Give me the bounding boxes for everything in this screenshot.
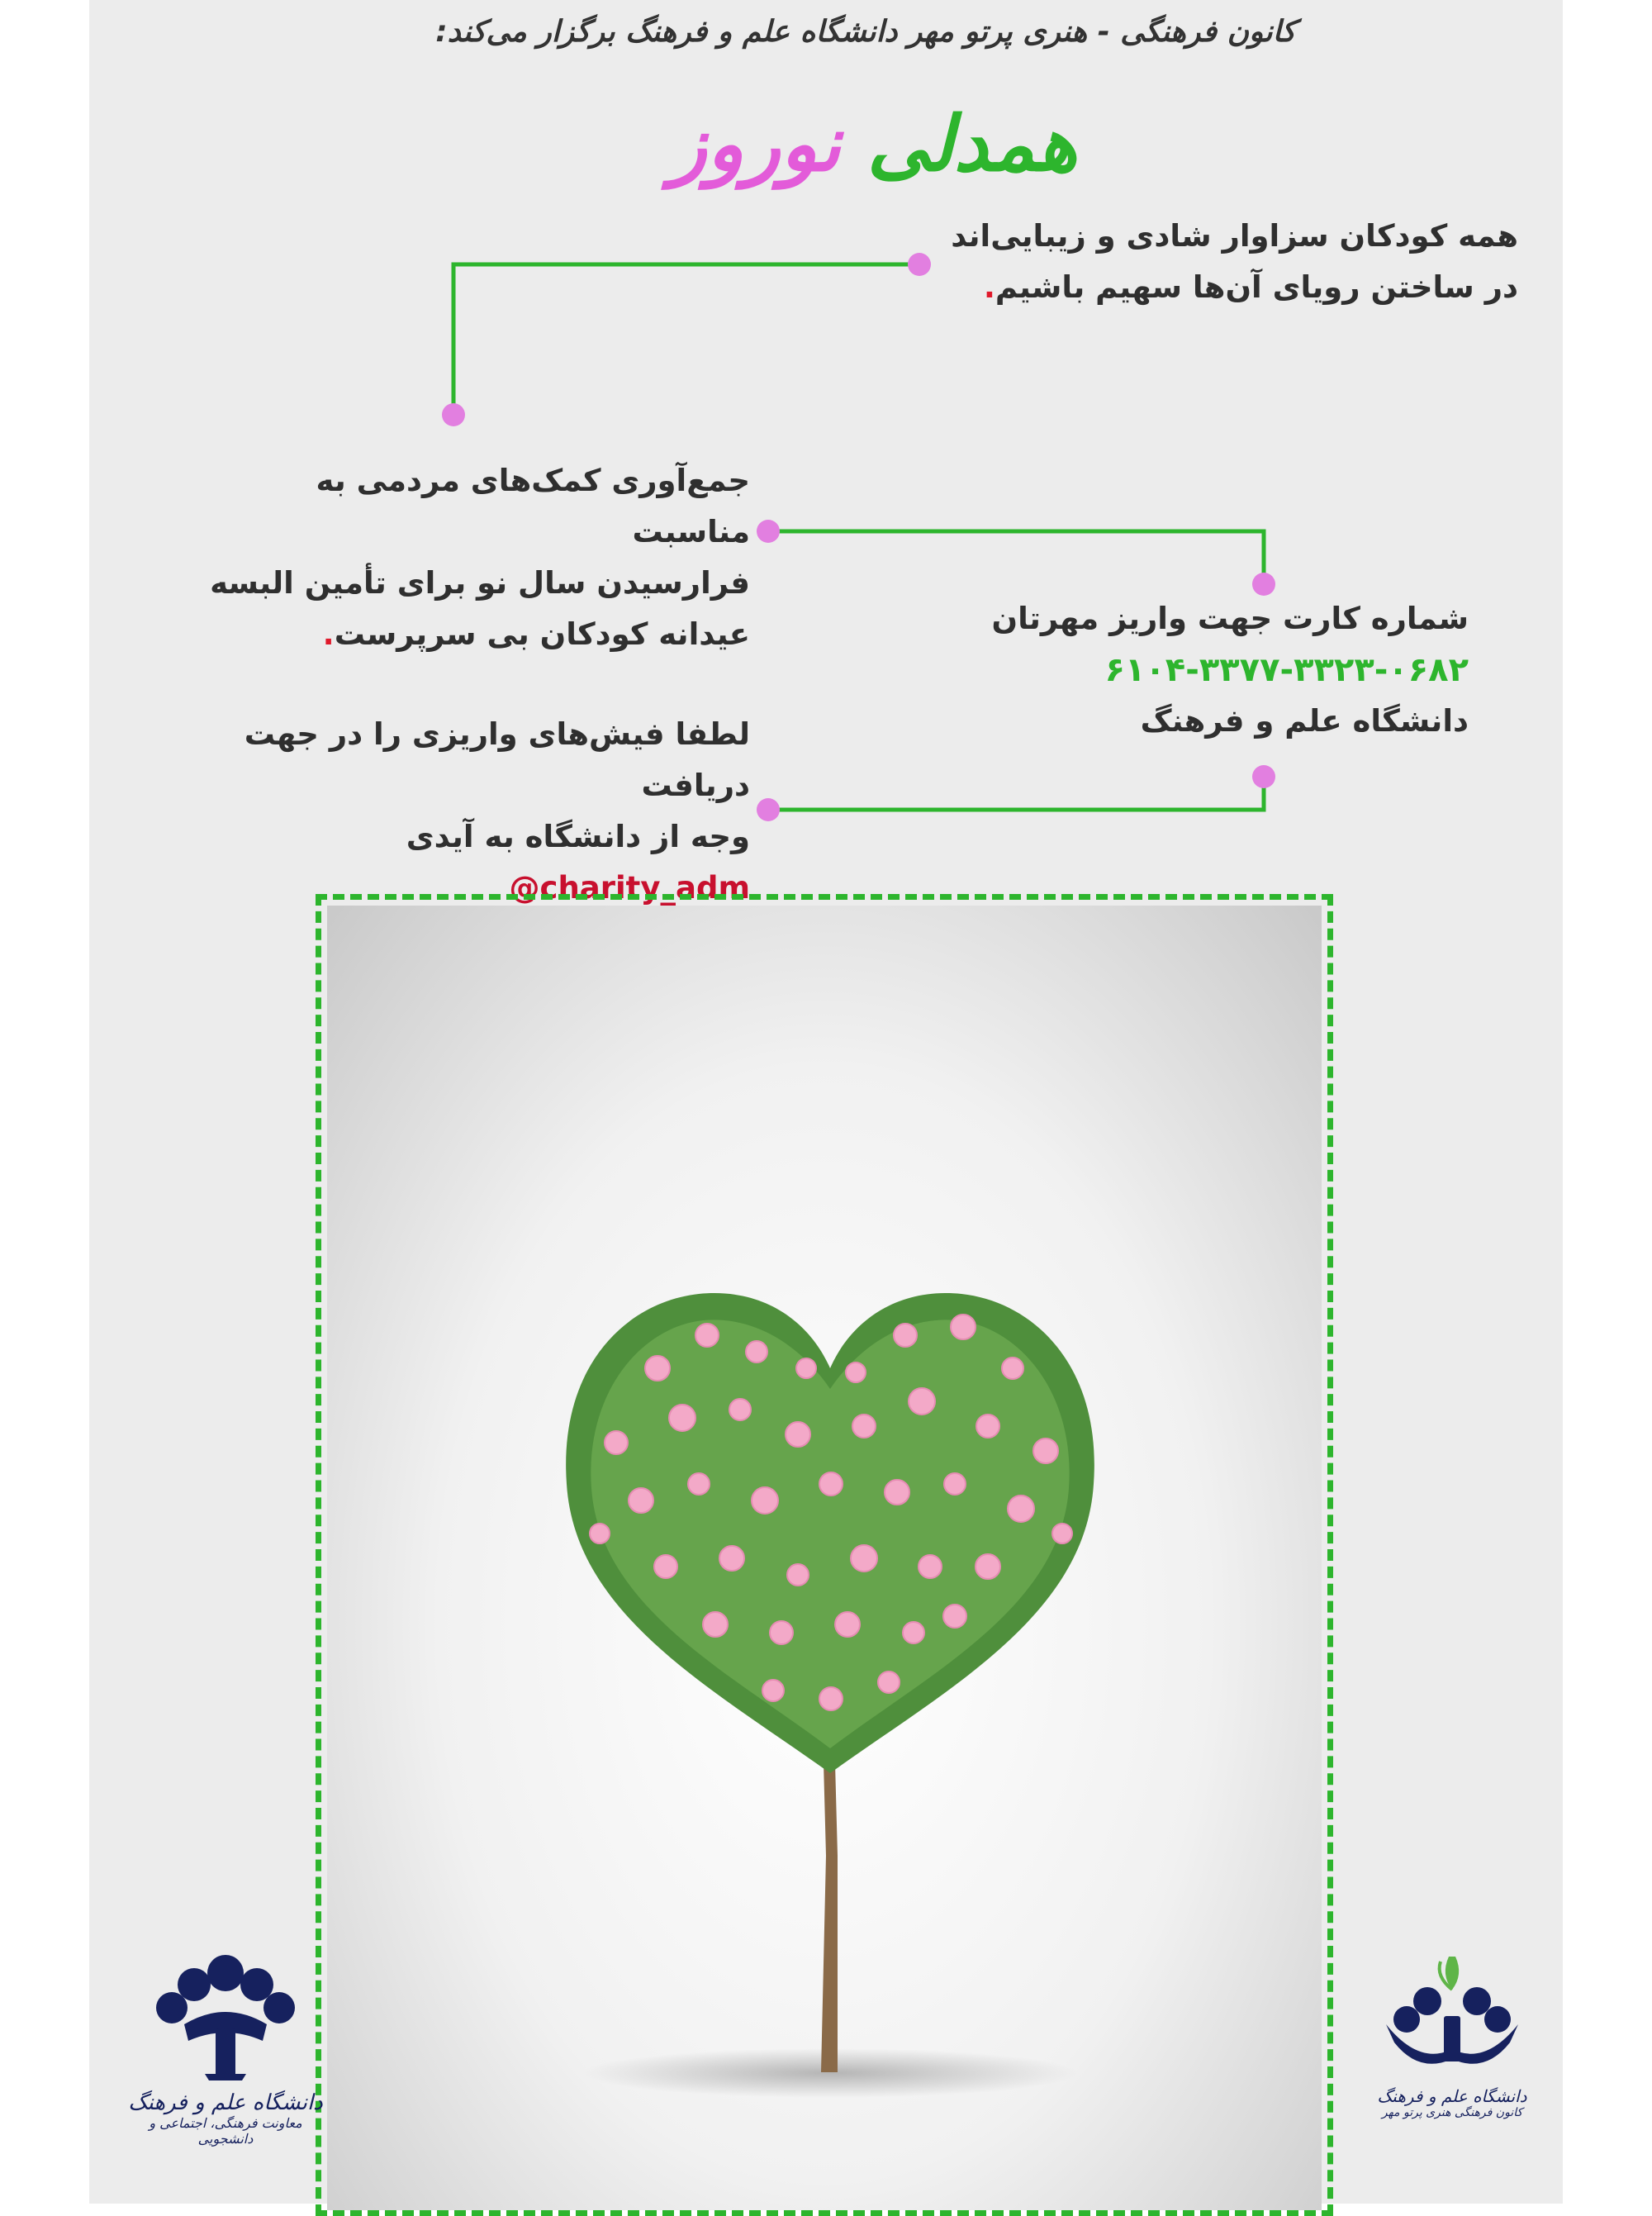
telegram-id-link[interactable]: @charity_adm <box>509 870 750 906</box>
campaign-title <box>585 99 1163 190</box>
card-number: ۶۱۰۴-۳۳۷۷-۳۳۲۳-۰۶۸۲ <box>1104 651 1469 689</box>
card-label: شماره کارت جهت واریز مهرتان <box>991 601 1469 636</box>
collection-line-3-wrap <box>188 609 750 660</box>
right-logo-caption-sub: کانون فرهنگی هنری پرتو مهر <box>1381 2106 1523 2119</box>
connector-dot <box>757 520 780 543</box>
card-owner: دانشگاه علم و فرهنگ <box>1140 703 1469 739</box>
connector-line-2 <box>768 531 1264 584</box>
collection-message <box>188 455 750 660</box>
right-club-logo <box>1370 1950 1535 2181</box>
connector-line-3 <box>768 777 1264 810</box>
club-emblem-icon <box>1370 1950 1535 2074</box>
heart-tree-illustration <box>327 906 1333 2216</box>
receipt-line-1: لطفا فیش‌های واریزی را در جهت دریافت <box>244 716 750 803</box>
poster <box>89 0 1563 2204</box>
children-end-mark: . <box>983 269 995 305</box>
connector-dot <box>908 253 931 276</box>
connector-dot <box>757 798 780 821</box>
left-logo-caption <box>126 2090 325 2147</box>
university-emblem-icon <box>126 1950 325 2082</box>
collection-line-2: فرارسیدن سال نو برای تأمین البسه <box>210 565 750 601</box>
tree-trunk <box>821 1732 838 2072</box>
organizer-line: کانون فرهنگی - هنری پرتو مهر دانشگاه علم و فرهنگ برگزار می‌کند: <box>435 15 1296 49</box>
photo-frame <box>316 894 1333 2216</box>
left-university-logo <box>126 1950 325 2181</box>
left-logo-caption-sub: معاونت فرهنگی، اجتماعی و دانشجویی <box>149 2115 302 2147</box>
title-word-hamdeli: همدلی <box>866 100 1078 188</box>
children-line-1: همه کودکان سزاوار شادی و زیبایی‌اند <box>951 218 1518 254</box>
connector-dot <box>1252 573 1275 596</box>
connector-dot <box>442 403 465 426</box>
tree-photo <box>327 906 1322 2210</box>
receipt-line-2: وجه از دانشگاه به آیدی <box>406 819 750 854</box>
card-info <box>940 593 1469 747</box>
collection-end-mark: . <box>322 616 335 652</box>
title-word-nowruz: نوروز <box>670 100 841 188</box>
collection-line-3: عیدانه کودکان بی سرپرست <box>334 616 750 652</box>
right-logo-caption-main: دانشگاه علم و فرهنگ <box>1377 2086 1527 2106</box>
right-logo-caption <box>1370 2086 1535 2119</box>
connector-line-1 <box>453 264 919 413</box>
left-logo-caption-main: دانشگاه علم و فرهنگ <box>128 2090 323 2115</box>
children-line-2: در ساختن رویای آن‌ها سهیم باشیم <box>995 269 1518 305</box>
connector-dot <box>1252 765 1275 788</box>
children-message <box>940 211 1518 313</box>
collection-line-1: جمع‌آوری کمک‌های مردمی به مناسبت <box>316 463 750 549</box>
children-line-2-wrap <box>940 262 1518 313</box>
